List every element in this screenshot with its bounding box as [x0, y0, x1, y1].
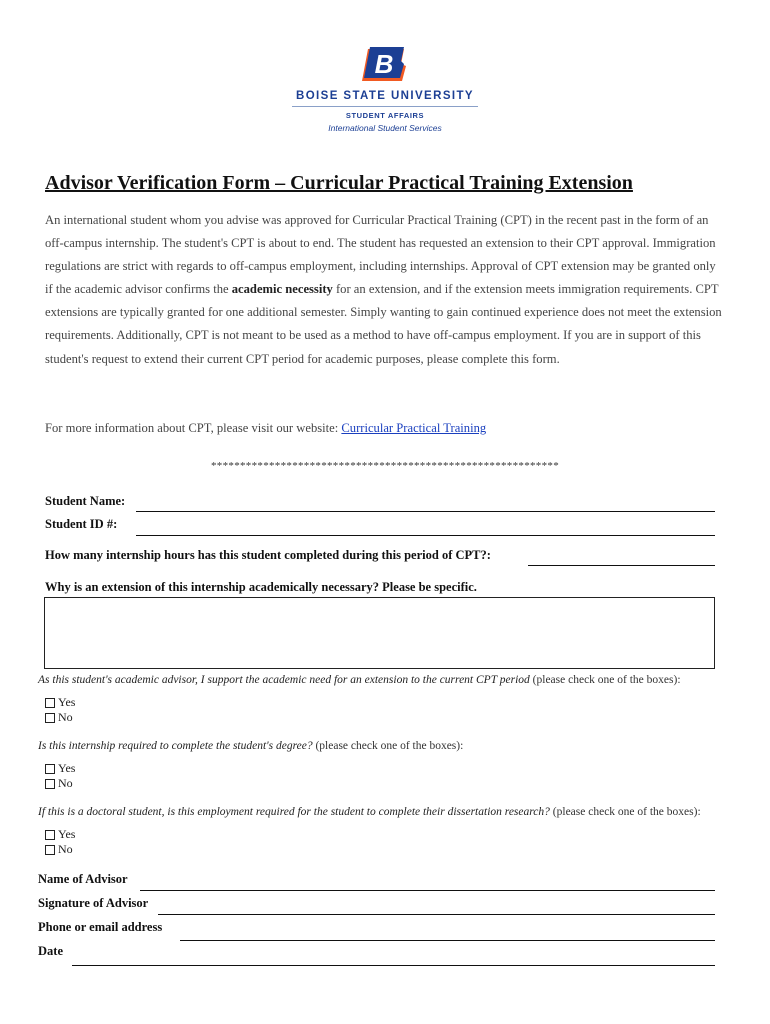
student-name-field[interactable]: [136, 511, 715, 512]
q3-no-label: No: [58, 842, 73, 856]
date-label: Date: [38, 944, 63, 958]
q3-no-option[interactable]: [45, 842, 73, 857]
info-prefix: For more information about CPT, please visit our website:: [45, 421, 342, 435]
info-line: [45, 421, 486, 436]
intro-paragraph: [45, 209, 725, 371]
office-name: International Student Services: [328, 123, 442, 133]
student-id-label: Student ID #:: [45, 517, 118, 531]
q2-no-option[interactable]: [45, 776, 73, 791]
advisor-signature-field[interactable]: [158, 914, 715, 915]
advisor-name-field[interactable]: [140, 890, 715, 891]
q3-yes-checkbox[interactable]: [45, 830, 55, 840]
intro-bold-phrase: academic necessity: [231, 282, 333, 297]
student-id-field[interactable]: [136, 535, 715, 536]
department-name: STUDENT AFFAIRS: [345, 111, 425, 120]
internship-hours-label: How many internship hours has this student completed during this period of CPT?:: [45, 548, 491, 562]
intro-text-start: An international student whom you advise was approved for Curricular Practical Training (CPT) in the recent past in the form of an off-campus internship. The student's CPT is about to end. The student has requested an extension to their CPT approval. Immigration regulations are strict with regards to off-campus employment, including internships. Approval of CPT extension may be granted only if the academic advisor confirms the: [45, 213, 716, 297]
logo-divider: [292, 106, 478, 107]
q1-yes-checkbox[interactable]: [45, 698, 55, 708]
boise-state-b-logo-icon: [360, 44, 410, 84]
q1-no-option[interactable]: [45, 710, 73, 725]
university-logo: [290, 44, 480, 133]
date-field[interactable]: [72, 965, 715, 966]
necessity-textbox[interactable]: [44, 597, 715, 669]
q2-yes-checkbox[interactable]: [45, 764, 55, 774]
q1-no-checkbox[interactable]: [45, 713, 55, 723]
intro-text-end: for an extension, and if the extension meets immigration requirements. CPT extensions are typically granted for one additional semester. Simply wanting to gain continued experience does not meet the extension requirements. Additionally, CPT is not meant to be used as a method to have off-campus employment. If you are in support of this student's request to extend their current CPT period for academic purposes, please complete this form.: [45, 282, 722, 366]
q3-yes-label: Yes: [58, 827, 76, 841]
q2-yes-option[interactable]: [45, 761, 75, 776]
cpt-website-link[interactable]: Curricular Practical Training: [341, 421, 487, 435]
question-degree-required: Is this internship required to complete the student's degree? (please check one of the boxes):: [38, 740, 464, 752]
necessity-label: Why is an extension of this internship academically necessary? Please be specific.: [45, 580, 477, 594]
question-dissertation-required: If this is a doctoral student, is this employment required for the student to complete their dissertation research? (please check one of the boxes):: [38, 806, 701, 818]
q3-yes-option[interactable]: [45, 827, 75, 842]
contact-label: Phone or email address: [38, 920, 163, 934]
internship-hours-field[interactable]: [528, 565, 715, 566]
q1-yes-label: Yes: [58, 695, 76, 709]
q2-no-checkbox[interactable]: [45, 779, 55, 789]
q2-no-label: No: [58, 776, 73, 790]
advisor-name-label: Name of Advisor: [38, 872, 128, 886]
q1-no-label: No: [58, 710, 73, 724]
advisor-signature-label: Signature of Advisor: [38, 896, 149, 910]
logo-letter: B: [374, 49, 394, 79]
q2-yes-label: Yes: [58, 761, 76, 775]
contact-field[interactable]: [180, 940, 715, 941]
form-title: Advisor Verification Form – Curricular Practical Training Extension: [45, 172, 633, 194]
question-support-extension: As this student's academic advisor, I support the academic need for an extension to the current CPT period (please check one of the boxes):: [38, 674, 681, 686]
q1-yes-option[interactable]: [45, 695, 75, 710]
separator: ************************************************************: [211, 460, 559, 472]
student-name-label: Student Name:: [45, 494, 126, 508]
q3-no-checkbox[interactable]: [45, 845, 55, 855]
university-name: BOISE STATE UNIVERSITY: [296, 90, 474, 102]
